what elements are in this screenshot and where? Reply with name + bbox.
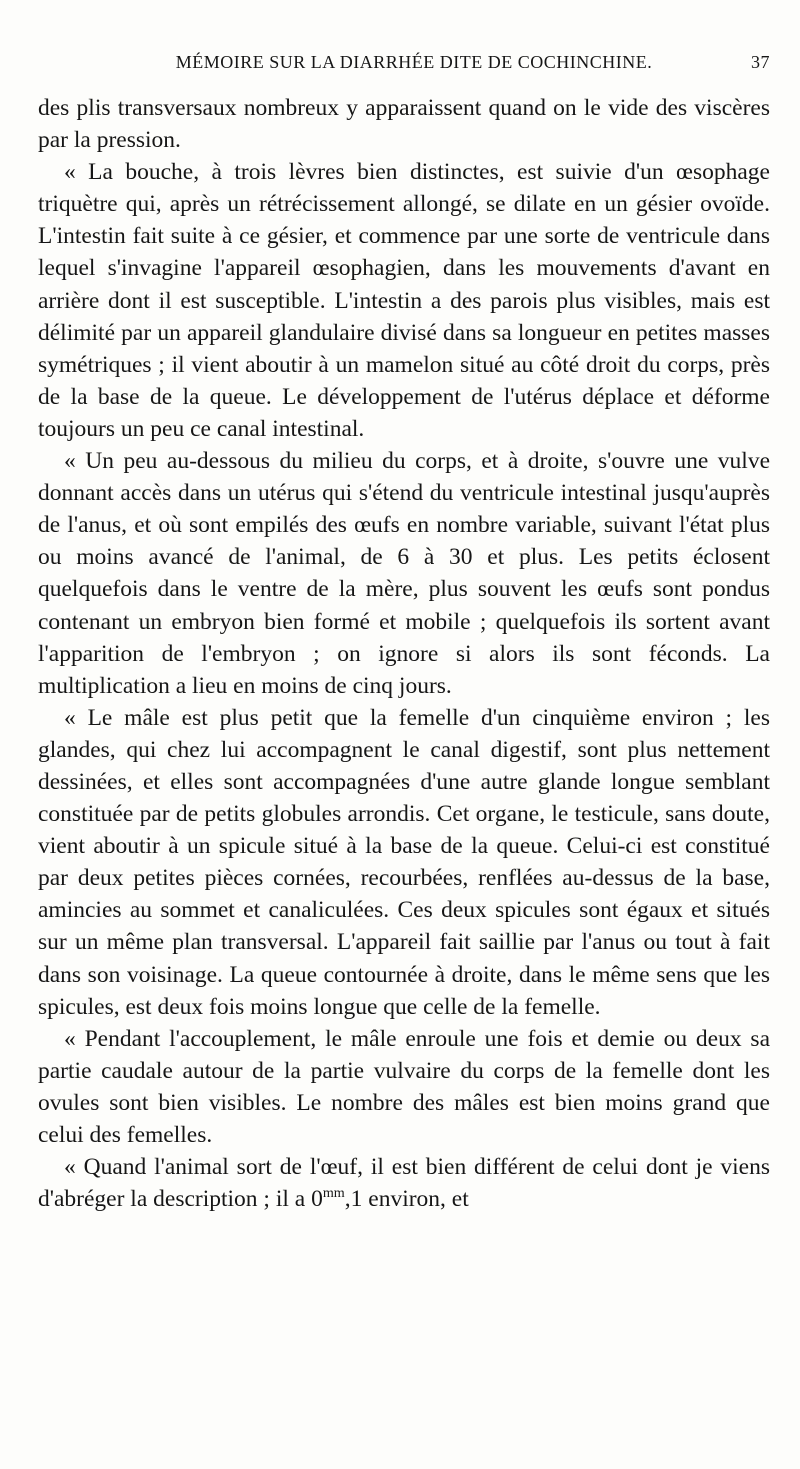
document-page [38, 52, 770, 1215]
paragraph-continuation: des plis transversaux nombreux y apparaissent quand on le vide des viscères par la pression. [38, 95, 770, 154]
paragraph-male: « Le mâle est plus petit que la femelle d'un cinquième environ ; les glandes, qui chez lui accompagnent le canal digestif, sont plus nettement dessinées, et elles sont accompagnées d'une autre glande longue semblant constituée par de petits globules arrondis. Cet organe, le testicule, sans doute, vient aboutir à un spicule situé à la base de la queue. Celui-ci est constitué par deux petites pièces cornées, recourbées, renflées au-dessus de la base, amincies au sommet et canaliculées. Ces deux spicules sont égaux et situés sur un même plan transversal. L'appareil fait saillie par l'anus ou tout à fait dans son voisinage. La queue contournée à droite, dans le même sens que les spicules, est deux fois moins longue que celle de la femelle. [38, 704, 770, 1020]
body-text [38, 92, 770, 1215]
running-title: MÉMOIRE SUR LA DIARRHÉE DITE DE COCHINCHINE. [175, 52, 653, 72]
paragraph-mouth: « La bouche, à trois lèvres bien distinctes, est suivie d'un œsophage triquètre qui, après un rétrécissement allongé, se dilate en un gésier ovoïde. L'intestin fait suite à ce gésier, et commence par une sorte de ventricule dans lequel s'invagine l'appareil œsophagien, dans les mouvements d'avant en arrière dont il est susceptible. L'intestin a des parois plus visibles, mais est délimité par un appareil glandulaire divisé dans sa longueur en petites masses symétriques ; il vient aboutir à un mamelon situé au côté droit du corps, près de la base de la queue. Le développement de l'utérus déplace et déforme toujours un peu ce canal intestinal. [38, 159, 770, 442]
paragraph-mating: « Pendant l'accouplement, le mâle enroule une fois et demie ou deux sa partie caudale autour de la partie vulvaire du corps de la femelle dont les ovules sont bien visibles. Le nombre des mâles est bien moins grand que celui des femelles. [38, 1025, 770, 1148]
hatching-text-start: « Quand l'animal sort de l'œuf, il est bien différent de celui dont je viens d'abréger la description ; il a 0 [38, 1154, 770, 1213]
paragraph-hatching [38, 1151, 770, 1215]
running-head [38, 52, 770, 82]
paragraph-vulva: « Un peu au-dessous du milieu du corps, et à droite, s'ouvre une vulve donnant accès dans un utérus qui s'étend du ventricule intestinal jusqu'auprès de l'anus, et où sont empilés des œufs en nombre variable, suivant l'état plus ou moins avancé de l'animal, de 6 à 30 et plus. Les petits éclosent quelquefois dans le ventre de la mère, plus souvent les œufs sont pondus contenant un embryon bien formé et mobile ; quelquefois ils sortent avant l'apparition de l'embryon ; on ignore si alors ils sont féconds. La multiplication a lieu en moins de cinq jours. [38, 448, 770, 699]
unit-superscript: mm [322, 1185, 345, 1202]
page-number: 37 [751, 52, 770, 72]
hatching-text-end: ,1 environ, et [344, 1186, 469, 1213]
